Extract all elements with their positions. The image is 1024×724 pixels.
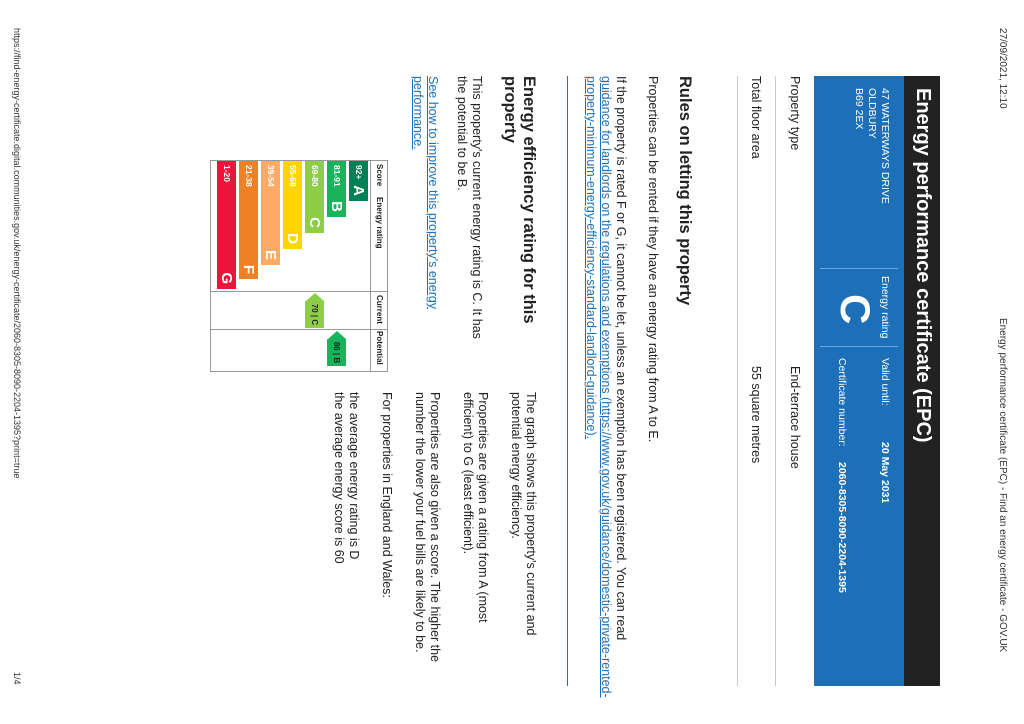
band-g: [217, 161, 236, 289]
band-c: [305, 161, 324, 233]
band-letter-g: G: [218, 272, 235, 284]
landlord-guidance-link[interactable]: guidance for landlords on the regulations and exemptions (https://www.gov.uk/guidance/domestic-private-rented-: [599, 76, 613, 698]
address-line-3: B69 2EX: [853, 88, 865, 130]
divider: [737, 76, 738, 686]
average-score-text: the average energy score is 60: [332, 392, 346, 564]
property-type-label: Property type: [788, 76, 802, 151]
band-d: [283, 161, 302, 249]
chart-header-row: [370, 161, 387, 371]
region-text: For properties in England and Wales:: [380, 392, 394, 598]
efficiency-heading-cont: property: [501, 76, 519, 143]
band-letter-d: D: [284, 233, 301, 244]
divider: [775, 76, 776, 686]
band-letter-a: A: [350, 185, 367, 196]
letting-paragraph-2: If the property is rated F or G, it cannot be let, unless an exemption has been registered. You can read: [614, 76, 628, 641]
divider: [820, 268, 898, 269]
score-text: Properties are also given a score. The higher the: [428, 392, 442, 663]
floor-area-label: Total floor area: [749, 76, 763, 159]
band-score-d: 55-68: [288, 165, 298, 187]
letting-heading: Rules on letting this property: [676, 76, 694, 306]
print-page-title: Energy performance certificate (EPC) - Find an energy certificate - GOV.UK: [997, 318, 1008, 653]
divider: [820, 346, 898, 347]
print-page-number: 1/4: [12, 672, 22, 685]
floor-area-value: 55 square metres: [749, 366, 763, 464]
rating-column-header: Energy rating: [375, 197, 384, 249]
letting-paragraph-1: Properties can be rented if they have an energy rating from A to E.: [646, 76, 660, 443]
efficiency-heading: Energy efficiency rating for this: [520, 76, 538, 324]
address-line-2: OLDBURY: [866, 88, 878, 139]
energy-rating-label: Energy rating: [879, 276, 891, 339]
band-score-e: 39-54: [266, 165, 276, 187]
potential-rating-arrow: [327, 331, 346, 367]
band-score-f: 21-38: [244, 165, 254, 187]
certificate-number: 2060-8305-8090-2204-1395: [836, 462, 848, 593]
band-e: [261, 161, 280, 265]
potential-rating-arrow-label: 86 | B: [327, 339, 346, 366]
current-rating-arrow-label: 70 | C: [305, 301, 324, 328]
valid-until-date: 20 May 2031: [879, 442, 891, 504]
landlord-guidance-link-cont[interactable]: property-minimum-energy-efficiency-standard-landlord-guidance).: [584, 76, 598, 440]
score-column-header: Score: [375, 164, 384, 187]
band-letter-e: E: [262, 249, 279, 260]
valid-until-label: Valid until:: [879, 358, 891, 406]
score-text-cont: number the lower your fuel bills are likely to be.: [413, 392, 427, 653]
property-type-value: End-terrace house: [788, 366, 802, 469]
current-rating-arrow-tip: [306, 293, 324, 301]
certificate-title: Energy performance certificate (EPC): [904, 76, 940, 686]
graph-explanation: The graph shows this property's current and: [524, 392, 538, 636]
section-divider: [567, 76, 568, 686]
improve-performance-link-cont[interactable]: performance.: [411, 76, 425, 150]
energy-rating-letter: C: [832, 294, 879, 325]
rating-bands: [213, 161, 368, 371]
potential-rating-arrow-tip: [328, 331, 346, 339]
graph-explanation-cont: potential energy efficiency.: [509, 392, 523, 539]
current-rating-arrow: [305, 293, 324, 329]
band-b: [327, 161, 346, 217]
print-url: https://find-energy-certificate.digital.communities.gov.uk/energy-certificate/2060-8305-8090-2204-1395?print=true: [12, 28, 22, 479]
epc-rating-chart: [210, 160, 388, 372]
current-rating-text: This property's current energy rating is C. It has: [470, 76, 484, 339]
address-line-1: 47 WATERWAYS DRIVE: [879, 88, 891, 204]
band-score-b: 81-91: [332, 165, 342, 187]
current-rating-text-cont: the potential to be B.: [455, 76, 469, 191]
certificate-number-label: Certificate number:: [836, 358, 848, 447]
rating-scale-text-cont: efficient) to G (least efficient).: [461, 392, 475, 555]
improve-performance-link[interactable]: See how to improve this property's energy: [426, 76, 440, 310]
rating-scale-text: Properties are given a rating from A (most: [476, 392, 490, 623]
print-datetime: 27/09/2021, 12:10: [997, 28, 1008, 109]
band-score-c: 69-80: [310, 165, 320, 187]
band-letter-c: C: [306, 217, 323, 228]
potential-column-header: Potential: [375, 331, 384, 365]
average-rating-text: the average energy rating is D: [347, 392, 361, 560]
band-score-a: 92+: [354, 165, 364, 180]
band-letter-b: B: [328, 201, 345, 212]
band-letter-f: F: [240, 264, 257, 274]
band-a: [349, 161, 368, 201]
certificate-summary-box: [814, 76, 904, 686]
band-score-g: 1-20: [222, 165, 232, 183]
current-column-header: Current: [375, 295, 384, 324]
band-f: [239, 161, 258, 279]
